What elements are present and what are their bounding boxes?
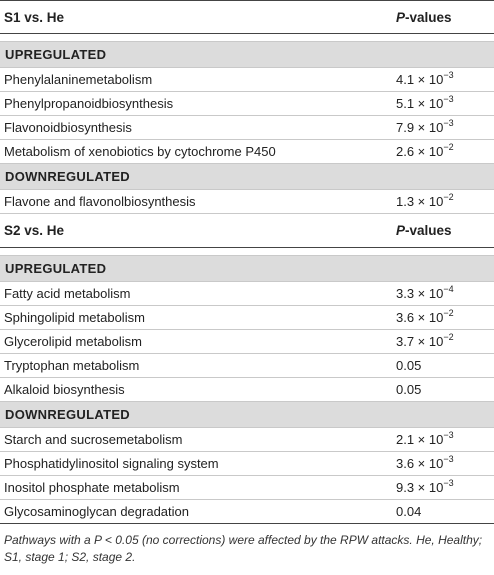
table2-header-pvalues [396,223,494,238]
pathway-name: Flavonoidbiosynthesis [4,120,132,135]
table-row [0,378,494,402]
table2-upregulated-list [0,282,494,402]
table1-header-row [0,0,494,34]
table2-header-p-suffix: -values [405,223,452,238]
table2-header-row [0,214,494,248]
table-row [0,116,494,140]
table-row [0,476,494,500]
pathway-name: Flavone and flavonolbiosynthesis [4,194,196,209]
table-row [0,282,494,306]
p-value-exponent: −3 [443,454,454,464]
table1-spacer [0,34,494,42]
p-value [396,286,494,301]
pathway-name: Glycerolipid metabolism [4,334,142,349]
p-value [396,194,494,209]
p-value [396,96,494,111]
p-value-mantissa: 0.04 [396,504,422,519]
p-value [396,432,494,447]
table1-header-p-suffix: -values [405,9,452,25]
table1-header-p: P [396,9,406,25]
table2-header-p: P [396,223,406,238]
table-row [0,68,494,92]
table-row [0,306,494,330]
p-value-mantissa: 4.1 × 10 [396,72,444,87]
table-row [0,428,494,452]
table1-upregulated-section [0,42,494,68]
table1-downregulated-list [0,190,494,214]
pathway-name: Phenylalaninemetabolism [4,72,153,87]
table-row [0,452,494,476]
p-value [396,480,494,495]
table2-downregulated-list [0,428,494,524]
table1-header-comparison: S1 vs. He [4,9,65,25]
table-row [0,500,494,524]
table-row [0,190,494,214]
section-label: DOWNREGULATED [5,169,130,184]
p-value [396,310,494,325]
p-value [396,456,494,471]
p-value-exponent: −2 [443,142,454,152]
pathway-name: Phenylpropanoidbiosynthesis [4,96,174,111]
p-value [396,72,494,87]
pathway-name: Metabolism of xenobiotics by cytochrome P450 [4,144,276,159]
p-value-mantissa: 1.3 × 10 [396,194,444,209]
section-label: DOWNREGULATED [5,407,130,422]
table-row [0,140,494,164]
p-value-mantissa: 9.3 × 10 [396,480,444,495]
pathway-name: Alkaloid biosynthesis [4,382,125,397]
table-footnote [0,524,494,566]
p-value-exponent: −3 [443,70,454,80]
p-value-exponent: −2 [443,192,454,202]
p-value-exponent: −2 [443,308,454,318]
p-value [396,334,494,349]
table2-upregulated-section [0,256,494,282]
pathway-name: Phosphatidylinositol signaling system [4,456,219,471]
p-value-exponent: −2 [443,332,454,342]
p-value-mantissa: 5.1 × 10 [396,96,444,111]
p-value-exponent: −4 [443,284,454,294]
section-label: UPREGULATED [5,47,107,62]
table1-upregulated-list [0,68,494,164]
p-value [396,120,494,135]
p-value-mantissa: 0.05 [396,382,422,397]
p-value-mantissa: 0.05 [396,358,422,373]
table-row [0,92,494,116]
p-value-exponent: −3 [443,430,454,440]
pathway-name: Fatty acid metabolism [4,286,131,301]
pathway-name: Glycosaminoglycan degradation [4,504,189,519]
footnote-line-2: S1, stage 1; S2, stage 2. [4,550,136,564]
p-value [396,382,494,397]
p-value-mantissa: 3.6 × 10 [396,310,444,325]
pathway-name: Sphingolipid metabolism [4,310,145,325]
table-row [0,354,494,378]
table1-downregulated-section [0,164,494,190]
p-value-mantissa: 3.3 × 10 [396,286,444,301]
table2-header-comparison: S2 vs. He [4,223,65,238]
p-value-exponent: −3 [443,478,454,488]
p-value-mantissa: 2.1 × 10 [396,432,444,447]
table1-header-pvalues [396,10,494,25]
p-value-exponent: −3 [443,94,454,104]
table-row [0,330,494,354]
p-value-mantissa: 2.6 × 10 [396,144,444,159]
p-value [396,504,494,519]
p-value [396,144,494,159]
section-label: UPREGULATED [5,261,107,276]
pathway-name: Inositol phosphate metabolism [4,480,180,495]
p-value-mantissa: 7.9 × 10 [396,120,444,135]
footnote-line-1: Pathways with a P < 0.05 (no corrections) were affected by the RPW attacks. He, Healthy; [4,533,483,547]
pathway-name: Starch and sucrosemetabolism [4,432,183,447]
p-value-mantissa: 3.6 × 10 [396,456,444,471]
table2-spacer [0,248,494,256]
p-value [396,358,494,373]
p-value-exponent: −3 [443,118,454,128]
pathway-name: Tryptophan metabolism [4,358,140,373]
p-value-mantissa: 3.7 × 10 [396,334,444,349]
table2-downregulated-section [0,402,494,428]
